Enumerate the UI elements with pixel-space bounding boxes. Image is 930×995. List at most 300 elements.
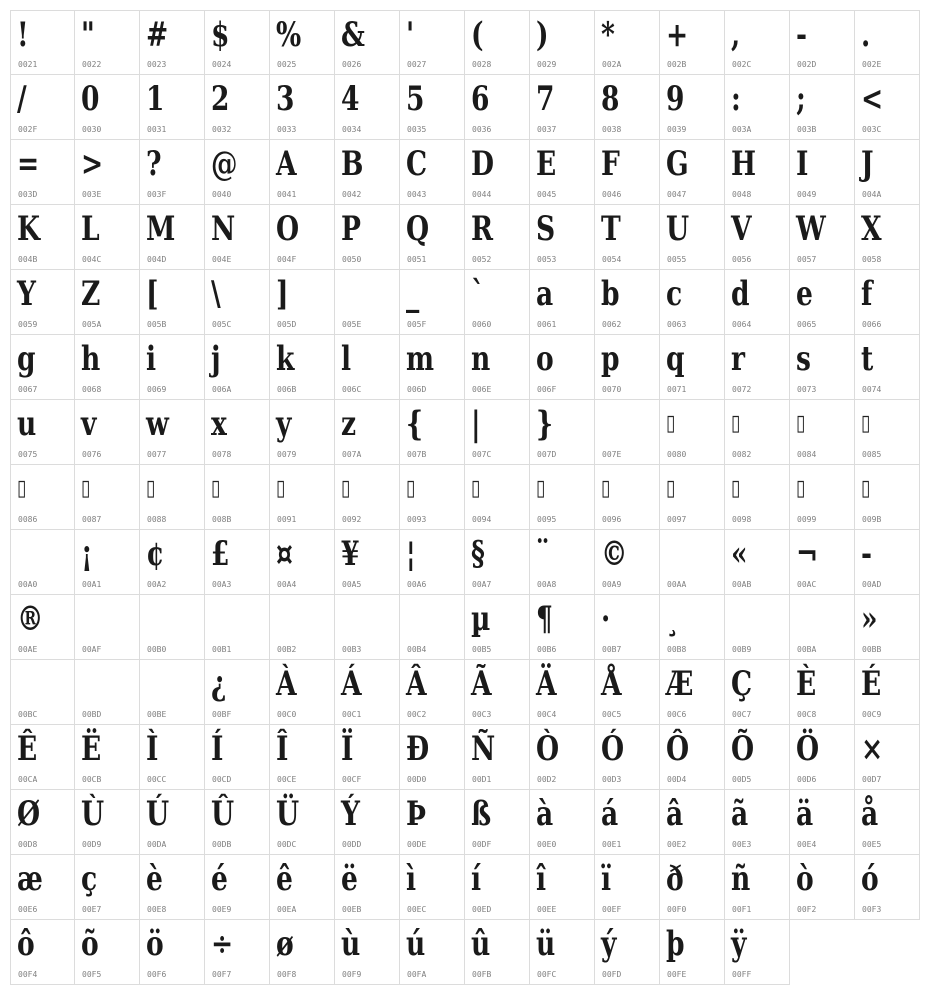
glyph-sample: % [276,15,302,55]
codepoint-label: 004A [862,190,882,199]
glyph-sample: 1 [146,79,165,119]
codepoint-label: 0024 [212,60,232,69]
glyph-cell [400,790,465,855]
glyph-cell [595,270,660,335]
codepoint-label: 0047 [667,190,687,199]
glyph-cell [790,10,855,75]
glyph-cell [790,725,855,790]
codepoint-label: 00A2 [147,580,167,589]
glyph-cell [10,595,75,660]
glyph-cell [270,75,335,140]
codepoint-label: 0042 [342,190,362,199]
glyph-sample: æ [17,859,43,899]
codepoint-label: 00E9 [212,905,232,914]
glyph-cell [205,270,270,335]
codepoint-label: 00D0 [407,775,427,784]
glyph-cell [530,790,595,855]
glyph-cell [660,400,725,465]
missing-glyph-box: ▯ [731,411,741,436]
glyph-cell [855,205,920,270]
codepoint-label: 00EF [602,905,622,914]
glyph-sample: È [796,664,817,704]
glyph-cell [75,270,140,335]
codepoint-label: 0087 [82,515,102,524]
glyph-sample: c [666,274,683,314]
codepoint-label: 00D4 [667,775,687,784]
glyph-cell [725,465,790,530]
glyph-sample: ø [276,924,294,964]
glyph-sample: Ô [666,729,690,769]
codepoint-label: 0062 [602,320,622,329]
codepoint-label: 0033 [277,125,297,134]
codepoint-label: 00C8 [797,710,817,719]
codepoint-label: 00F4 [18,970,38,979]
glyph-sample: § [471,534,485,574]
glyph-sample: « [731,534,748,574]
glyph-sample: E [536,144,557,184]
codepoint-label: 007C [472,450,492,459]
codepoint-label: 00CB [82,775,102,784]
glyph-sample: { [406,404,424,444]
glyph-cell [400,595,465,660]
glyph-sample: G [666,144,689,184]
codepoint-label: 0099 [797,515,817,524]
codepoint-label: 00FB [472,970,492,979]
glyph-sample: ¶ [536,599,553,639]
codepoint-label: 00C5 [602,710,622,719]
glyph-cell [725,660,790,725]
glyph-sample: Ë [81,729,102,769]
glyph-cell [75,140,140,205]
glyph-cell [270,660,335,725]
glyph-cell [725,790,790,855]
glyph-sample: U [666,209,690,249]
glyph-sample: n [471,339,491,379]
glyph-sample: Å [601,664,622,704]
missing-glyph-box: ▯ [276,476,286,501]
glyph-cell [660,10,725,75]
glyph-cell [855,790,920,855]
codepoint-label: 007A [342,450,362,459]
glyph-cell [205,660,270,725]
glyph-sample: ' [406,15,415,55]
glyph-cell [790,855,855,920]
glyph-cell [855,335,920,400]
codepoint-label: 00A9 [602,580,622,589]
codepoint-label: 007B [407,450,427,459]
glyph-cell [75,660,140,725]
glyph-cell [855,140,920,205]
glyph-cell [660,660,725,725]
codepoint-label: 00D5 [732,775,752,784]
glyph-cell [140,75,205,140]
codepoint-label: 00F2 [797,905,817,914]
codepoint-label: 0039 [667,125,687,134]
codepoint-label: 00C4 [537,710,557,719]
glyph-sample: ò [796,859,814,899]
glyph-cell [140,790,205,855]
glyph-cell [465,10,530,75]
glyph-sample: ÷ [211,924,234,964]
glyph-cell [855,270,920,335]
codepoint-label: 0065 [797,320,817,329]
glyph-cell [75,75,140,140]
codepoint-label: 0086 [18,515,38,524]
glyph-sample: N [211,209,236,249]
glyph-sample: ÿ [731,924,747,964]
glyph-cell [660,335,725,400]
codepoint-label: 005A [82,320,102,329]
glyph-cell [595,335,660,400]
glyph-sample: \ [211,274,221,314]
codepoint-label: 00EA [277,905,297,914]
glyph-cell [660,270,725,335]
codepoint-label: 0091 [277,515,297,524]
glyph-cell [855,660,920,725]
glyph-cell [75,205,140,270]
codepoint-label: 00C3 [472,710,492,719]
codepoint-label: 00E3 [732,840,752,849]
glyph-cell [725,400,790,465]
codepoint-label: 00E7 [82,905,102,914]
codepoint-label: 00D1 [472,775,492,784]
glyph-sample: / [17,79,27,119]
codepoint-label: 00AE [18,645,38,654]
glyph-sample: Ñ [471,729,496,769]
codepoint-label: 0077 [147,450,167,459]
glyph-cell [205,75,270,140]
glyph-sample: 8 [601,79,620,119]
glyph-cell [855,725,920,790]
codepoint-label: 0036 [472,125,492,134]
codepoint-label: 009B [862,515,882,524]
codepoint-label: 0074 [862,385,882,394]
glyph-cell [10,10,75,75]
glyph-cell [725,335,790,400]
codepoint-label: 005E [342,320,362,329]
glyph-sample: t [861,339,874,379]
glyph-cell [725,725,790,790]
codepoint-label: 00B8 [667,645,687,654]
codepoint-label: 0026 [342,60,362,69]
codepoint-label: 008B [212,515,232,524]
codepoint-label: 00CC [147,775,167,784]
codepoint-label: 00A8 [537,580,557,589]
glyph-sample: * [601,15,615,55]
glyph-cell [75,465,140,530]
glyph-sample: j [211,339,221,379]
codepoint-label: 0073 [797,385,817,394]
codepoint-label: 00DB [212,840,232,849]
codepoint-label: 00B4 [407,645,427,654]
glyph-sample: è [146,859,163,899]
glyph-cell [595,75,660,140]
codepoint-label: 0092 [342,515,362,524]
codepoint-label: 003D [18,190,38,199]
codepoint-label: 0025 [277,60,297,69]
missing-glyph-box: ▯ [406,476,416,501]
codepoint-label: 0028 [472,60,492,69]
glyph-cell [530,400,595,465]
glyph-cell [400,10,465,75]
glyph-cell [140,725,205,790]
codepoint-label: 004B [18,255,38,264]
codepoint-label: 0084 [797,450,817,459]
glyph-cell [400,530,465,595]
glyph-cell [10,400,75,465]
glyph-cell [400,855,465,920]
codepoint-label: 00AD [862,580,882,589]
codepoint-label: 0079 [277,450,297,459]
glyph-cell [595,790,660,855]
glyph-sample: þ [666,924,685,964]
missing-glyph-box: ▯ [861,476,871,501]
missing-glyph-box: ▯ [471,476,481,501]
glyph-sample: d [731,274,750,314]
glyph-cell [725,855,790,920]
glyph-sample: Î [276,729,289,769]
codepoint-label: 006D [407,385,427,394]
glyph-cell [530,595,595,660]
glyph-cell [140,595,205,660]
glyph-cell [725,10,790,75]
glyph-cell [855,595,920,660]
glyph-sample: ¿ [211,664,227,704]
glyph-sample: ý [601,924,617,964]
missing-glyph-box: ▯ [536,476,546,501]
glyph-sample: ( [471,15,484,55]
codepoint-label: 00D3 [602,775,622,784]
glyph-sample: _ [406,274,420,314]
glyph-cell [75,920,140,985]
codepoint-label: 004F [277,255,297,264]
glyph-cell [140,400,205,465]
glyph-sample: v [81,404,97,444]
glyph-cell [10,790,75,855]
codepoint-label: 0034 [342,125,362,134]
glyph-cell [465,595,530,660]
codepoint-label: 00FF [732,970,752,979]
glyph-sample: : [731,79,741,119]
glyph-cell [530,270,595,335]
glyph-cell [465,400,530,465]
glyph-cell [530,530,595,595]
codepoint-label: 006B [277,385,297,394]
glyph-cell [855,465,920,530]
glyph-sample: 9 [666,79,685,119]
glyph-sample: , [731,15,741,55]
codepoint-label: 00F7 [212,970,232,979]
glyph-cell [595,530,660,595]
glyph-cell [530,10,595,75]
codepoint-label: 00F5 [82,970,102,979]
glyph-sample: ® [17,599,44,639]
glyph-sample: Ï [341,729,354,769]
glyph-sample: ì [406,859,417,899]
glyph-cell [660,530,725,595]
glyph-sample: h [81,339,101,379]
glyph-cell [530,140,595,205]
glyph-sample: = [17,144,40,184]
codepoint-label: 00AA [667,580,687,589]
codepoint-label: 00B1 [212,645,232,654]
codepoint-label: 002A [602,60,622,69]
glyph-cell [335,270,400,335]
glyph-sample: J [861,144,874,184]
glyph-sample: 5 [406,79,425,119]
glyph-cell [75,530,140,595]
glyph-cell [400,725,465,790]
codepoint-label: 0067 [18,385,38,394]
glyph-sample: 7 [536,79,555,119]
glyph-sample: ñ [731,859,751,899]
glyph-sample: S [536,209,556,249]
glyph-sample: ¦ [406,534,416,574]
glyph-sample: k [276,339,295,379]
codepoint-label: 0085 [862,450,882,459]
codepoint-label: 005F [407,320,427,329]
codepoint-label: 003C [862,125,882,134]
codepoint-label: 00AB [732,580,752,589]
glyph-sample: × [861,729,884,769]
glyph-cell [205,205,270,270]
glyph-cell [465,335,530,400]
codepoint-label: 00D7 [862,775,882,784]
codepoint-label: 00ED [472,905,492,914]
glyph-cell [335,205,400,270]
glyph-cell [205,855,270,920]
codepoint-label: 0043 [407,190,427,199]
glyph-sample: I [796,144,809,184]
glyph-sample: Ì [146,729,159,769]
glyph-sample: ë [341,859,358,899]
glyph-sample: Q [406,209,430,249]
glyph-sample: © [601,534,628,574]
glyph-sample: . [861,15,871,55]
codepoint-label: 00EB [342,905,362,914]
glyph-cell [75,790,140,855]
glyph-sample: ê [276,859,293,899]
glyph-cell [465,465,530,530]
glyph-cell [465,75,530,140]
glyph-sample: Ò [536,729,560,769]
glyph-sample: p [601,339,620,379]
glyph-cell [140,855,205,920]
codepoint-label: 00F8 [277,970,297,979]
glyph-cell [855,530,920,595]
glyph-cell [530,465,595,530]
codepoint-label: 0068 [82,385,102,394]
glyph-sample: ó [861,859,879,899]
codepoint-label: 002E [862,60,882,69]
glyph-sample: û [471,924,491,964]
codepoint-label: 00BF [212,710,232,719]
codepoint-label: 00EE [537,905,557,914]
glyph-sample: à [536,794,554,834]
glyph-cell [335,790,400,855]
glyph-sample: Á [341,664,362,704]
codepoint-label: 00FA [407,970,427,979]
codepoint-label: 00FC [537,970,557,979]
glyph-sample: Y [17,274,36,314]
glyph-cell [400,920,465,985]
glyph-cell [205,465,270,530]
codepoint-label: 0078 [212,450,232,459]
glyph-cell [205,335,270,400]
glyph-sample: Ü [276,794,300,834]
glyph-cell [595,920,660,985]
glyph-sample: î [536,859,547,899]
codepoint-label: 00B3 [342,645,362,654]
codepoint-label: 00DF [472,840,492,849]
glyph-sample: m [406,339,435,379]
glyph-cell [790,140,855,205]
codepoint-label: 0095 [537,515,557,524]
codepoint-label: 0061 [537,320,557,329]
glyph-cell [595,205,660,270]
glyph-sample: ã [731,794,749,834]
codepoint-label: 00B7 [602,645,622,654]
glyph-sample: Í [211,729,224,769]
glyph-sample: ¸ [666,599,680,639]
glyph-cell [335,335,400,400]
codepoint-label: 005B [147,320,167,329]
codepoint-label: 0056 [732,255,752,264]
glyph-cell [10,205,75,270]
glyph-sample: + [666,15,689,55]
glyph-sample: W [796,209,826,249]
codepoint-label: 00E6 [18,905,38,914]
glyph-cell [10,920,75,985]
glyph-cell [465,920,530,985]
glyph-cell [205,920,270,985]
codepoint-label: 00D8 [18,840,38,849]
glyph-cell [595,465,660,530]
missing-glyph-box: ▯ [17,476,27,501]
codepoint-label: 003F [147,190,167,199]
codepoint-label: 00B2 [277,645,297,654]
codepoint-label: 00C2 [407,710,427,719]
glyph-sample: Ö [796,729,820,769]
codepoint-label: 0098 [732,515,752,524]
missing-glyph-box: ▯ [211,476,221,501]
glyph-sample: - [796,15,808,55]
codepoint-label: 0070 [602,385,622,394]
codepoint-label: 0096 [602,515,622,524]
glyph-cell [400,465,465,530]
glyph-sample: ? [146,144,162,184]
glyph-cell [335,530,400,595]
codepoint-label: 0093 [407,515,427,524]
glyph-cell [75,335,140,400]
glyph-sample: 6 [471,79,490,119]
codepoint-label: 00CA [18,775,38,784]
glyph-sample: ] [276,274,289,314]
glyph-cell [725,75,790,140]
glyph-sample: µ [471,599,491,639]
glyph-sample: Ó [601,729,625,769]
missing-glyph-box: ▯ [341,476,351,501]
codepoint-label: 004D [147,255,167,264]
glyph-sample: - [861,534,873,574]
glyph-cell [660,790,725,855]
codepoint-label: 006E [472,385,492,394]
codepoint-label: 00F0 [667,905,687,914]
glyph-sample: ` [471,274,485,314]
glyph-cell [660,855,725,920]
codepoint-label: 0051 [407,255,427,264]
glyph-cell [10,530,75,595]
